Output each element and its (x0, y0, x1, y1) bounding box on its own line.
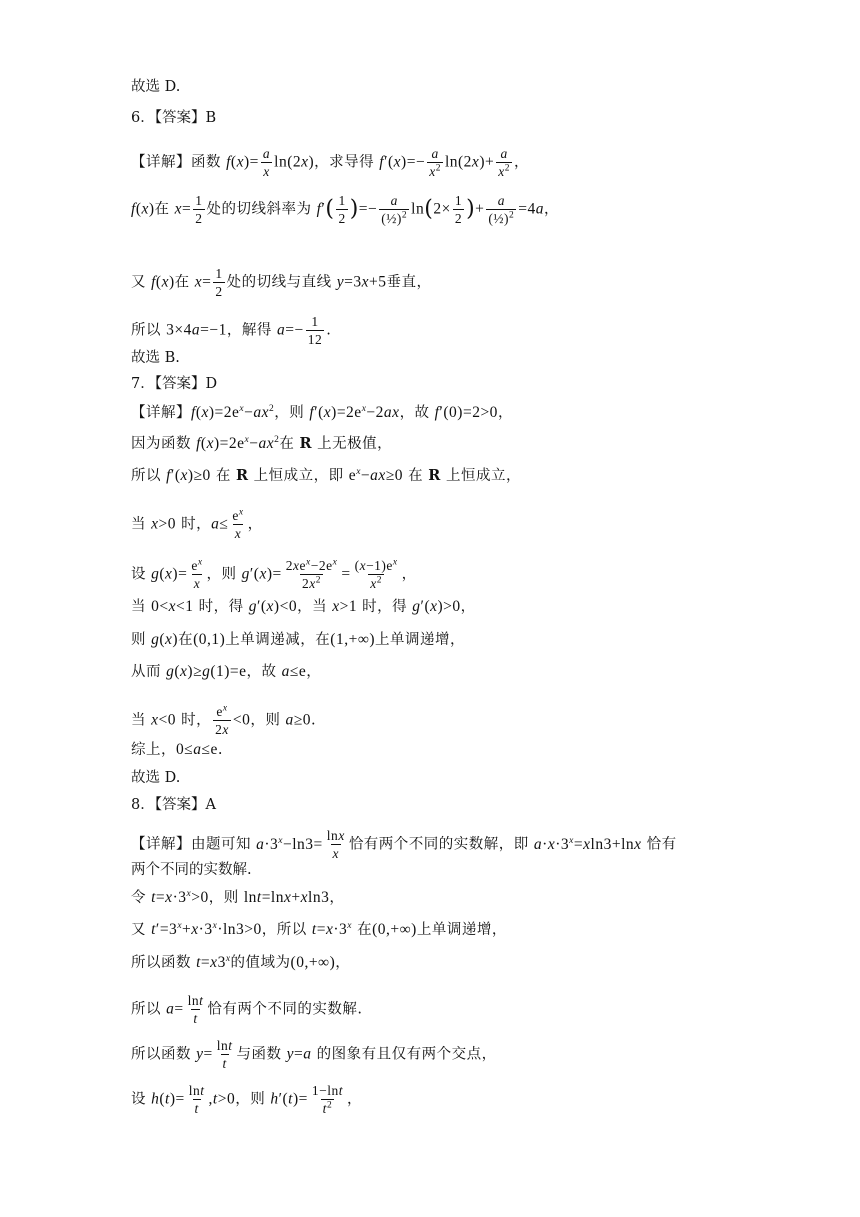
formula-line: 因为函数 $f(x)=2e^x-ax^2$在 R 上无极值， (131, 434, 393, 452)
formula-line: 所以 a= $\frac{\ln t}{t}$ 恰有两个不同的实数解. (131, 993, 363, 1026)
answer-6-heading: 6．【答案】B (131, 110, 217, 126)
formula-line: f(x)在 x= $\frac{1}{2}$ 处的切线斜率为 f′( $\frac{1}{2}$ )=− $\frac{a}{(\frac{1}{2})^2}$ ln(2× $\frac{1}{2}$ )+ $\frac{a}{(\frac{1}{2})^2}$ =4a， (131, 193, 560, 226)
text-line (131, 108, 216, 128)
formula-line: 所以 f′(x)≥0 在 R 上恒成立，即 $e^x-ax\ge 0$ 在 R 上恒成立， (131, 466, 521, 484)
formula-line: 当 x<0 时， $\frac{e^x}{2x}$ <0，则 a≥0. (131, 703, 317, 737)
formula-line: 【详解】$f(x)=2e^x-ax^2$，则 $f'(x)=2e^x-2ax$，故 f′(0)=2>0， (131, 403, 513, 421)
formula-line: 令 $t=x\cdot 3^x>0$，则 lnt=lnx+xln3， (131, 888, 345, 906)
text-line (131, 768, 180, 788)
formula-line: 【详解】由题可知 $a\cdot 3^x-\ln 3=$ $\frac{\ln x}{x}$ 恰有两个不同的实数解，即 $a\cdot x\cdot 3^x=xln3+\ln x$ 恰有 (131, 828, 677, 861)
formula-line: 又 f(x)在 x= $\frac{1}{2}$ 处的切线与直线 y=3x+5垂直， (131, 266, 432, 299)
formula-line: 所以函数 y= $\frac{\ln t}{t}$ 与函数 y=a 的图象有且仅有两个交点， (131, 1038, 497, 1071)
formula-line: 又 $t'=3^x+x\cdot 3^x\cdot\ln 3>0$，所以 $t=x\cdot 3^x$ 在(0,+∞)上单调递增， (131, 920, 507, 938)
formula-line: 从而 g(x)≥g(1)=e，故 a≤e， (131, 663, 322, 680)
formula-line: 设 g(x)= $\frac{e^x}{x}$ ，则 g′(x)= $\frac{2xe^x-2e^x}{2x^2}$ = $\frac{(x-1)e^x}{x^2}$ ， (131, 557, 417, 591)
formula-line: 则 g(x)在(0,1)上单调递减，在(1,+∞)上单调递增， (131, 631, 466, 648)
text-line (131, 795, 216, 815)
line-21: 两个不同的实数解. (131, 862, 252, 878)
formula-line: 综上，0≤a≤e. (131, 741, 224, 758)
line-6: 故选 B. (131, 350, 180, 366)
text-line (131, 348, 180, 368)
line-18: 故选 D. (131, 770, 181, 786)
text-line (131, 860, 252, 880)
formula-line: 当 x>0 时，a≤ $\frac{e^x}{x}$ ， (131, 507, 263, 541)
text-line (131, 77, 180, 97)
line-0: 故选 D. (131, 79, 181, 95)
formula-line: 所以函数 $t=x3^x$的值域为(0,+∞)， (131, 953, 351, 971)
formula-line: 【详解】函数 f(x)= $\frac{a}{x}$ ln(2x)，求导得 f′(x)=− $\frac{a}{x^2}$ ln(2x)+ $\frac{a}{x^2}$ ， (131, 146, 529, 179)
formula-line: 所以 3×4a=−1，解得 a=− $\frac{1}{12}$ . (131, 314, 332, 347)
text-line (131, 374, 217, 394)
formula-line: 设 h(t)= $\frac{\ln t}{t}$ ,t>0，则 h′(t)= $\frac{1-\ln t}{t^2}$ ， (131, 1083, 362, 1116)
answer-8-heading: 8．【答案】A (131, 797, 216, 813)
answer-7-heading: 7．【答案】D (131, 376, 218, 392)
formula-line: 当 0<x<1 时，得 g′(x)<0，当 x>1 时，得 g′(x)>0， (131, 598, 476, 615)
